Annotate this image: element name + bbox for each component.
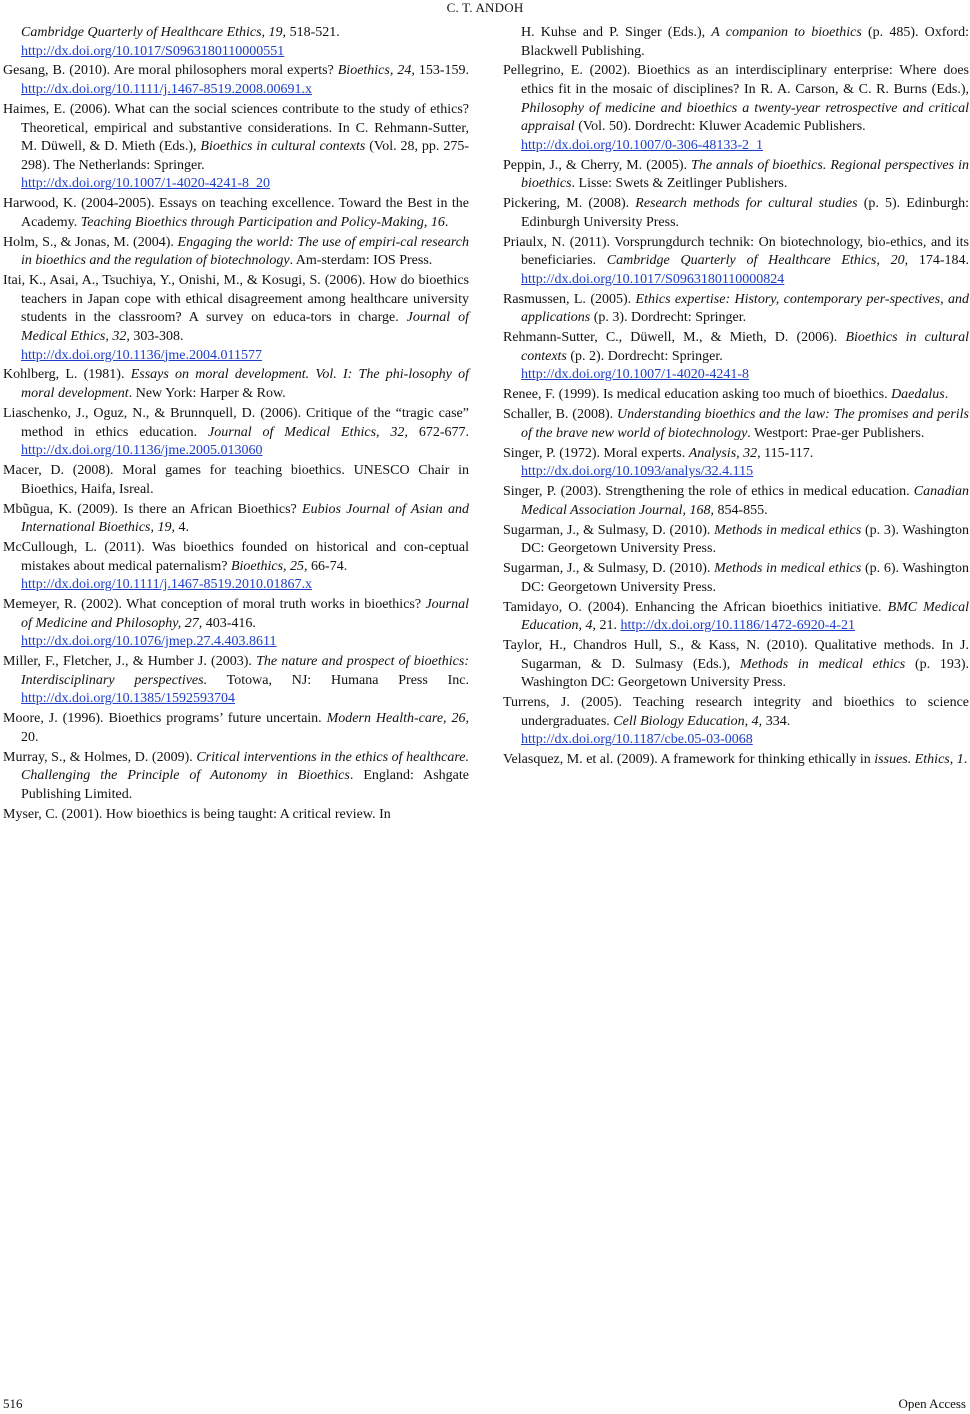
reference-entry xyxy=(3,806,469,825)
reference-italic-text: Essays on moral development. Vol. I: The phi-losophy of moral development xyxy=(21,367,470,402)
reference-text: Liaschenko, J., Oguz, N., & Brunnquell, D. (2006). Critique of the “tragic case” method in ethics education. xyxy=(3,405,469,440)
reference-italic-text: Daedalus xyxy=(891,387,945,403)
doi-link[interactable]: http://dx.doi.org/10.1111/j.1467-8519.2008.00691.x xyxy=(21,82,313,98)
reference-entry xyxy=(3,539,469,595)
reference-text: (p. 193). Washington DC: Georgetown University Press. xyxy=(521,656,969,691)
reference-text: Singer, P. (1972). Moral experts. xyxy=(503,445,689,461)
reference-entry xyxy=(503,599,969,636)
reference-entry xyxy=(503,195,969,232)
reference-text: (Vol. 28, pp. 275-298). The Netherlands: Springer. xyxy=(21,139,469,173)
reference-italic-text: Teaching Bioethics through Participation and Policy-Making, 16 xyxy=(80,214,445,230)
reference-text: Itai, K., Asai, A., Tsuchiya, Y., Onishi, M., & Kosugi, S. (2006). How do bioethics teachers in Japan cope with ethical disagreement among healthcare university students in the classroom? A survey on educa-tors in charge. xyxy=(3,273,469,326)
reference-text: Rehmann-Sutter, C., Düwell, M., & Mieth, D. (2006). xyxy=(503,330,846,346)
reference-entry xyxy=(503,329,969,385)
reference-text: 4. xyxy=(174,520,189,536)
reference-entry xyxy=(503,637,969,693)
reference-italic-text: issues. Ethics, 1 xyxy=(874,752,964,768)
doi-link[interactable]: http://dx.doi.org/10.1187/cbe.05-03-0068 xyxy=(521,732,753,748)
reference-italic-text: Analysis, 32, xyxy=(688,445,761,461)
reference-italic-text: Research methods for cultural studies xyxy=(635,196,858,212)
running-title: C. T. ANDOH xyxy=(446,0,524,15)
reference-entry xyxy=(3,462,469,499)
reference-italic-text: Critical interventions in the ethics of healthcare. Challenging the Principle of Autonomy in Bioethics xyxy=(21,749,469,784)
reference-text: . xyxy=(944,387,949,403)
reference-italic-text: A companion to bioethics xyxy=(711,25,862,40)
reference-entry xyxy=(3,501,469,538)
reference-italic-text: Engaging the world: The use of empiri-cal research in bioethics and the regulation of biotechnology xyxy=(21,234,469,269)
reference-italic-text: Journal of Medicine and Philosophy, 27, xyxy=(21,597,469,631)
reference-text: Kohlberg, L. (1981). xyxy=(3,367,131,383)
reference-text: Macer, D. (2008). Moral games for teaching bioethics. UNESCO Chair in Bioethics, Haifa, Isreal. xyxy=(3,463,469,497)
reference-text: Myser, C. (2001). How bioethics is being taught: A critical review. In xyxy=(3,806,391,822)
reference-entry xyxy=(503,62,969,155)
reference-text: Sugarman, J., & Sulmasy, D. (2010). xyxy=(503,561,715,577)
reference-text: Turrens, J. (2005). Teaching research integrity and bioethics to science undergraduates. xyxy=(503,695,969,729)
reference-text: 66-74. xyxy=(307,558,348,574)
reference-text: (p. 3). Dordrecht: Springer. xyxy=(590,310,747,326)
reference-italic-text: Eubios Journal of Asian and International Bioethics, 19, xyxy=(21,501,469,536)
reference-entry xyxy=(3,710,469,747)
reference-text: Tamidayo, O. (2004). Enhancing the African bioethics initiative. xyxy=(503,599,888,615)
reference-italic-text: Canadian Medical Association Journal, 168, xyxy=(521,484,969,518)
reference-text: (p. 3). Washington DC: Georgetown University Press. xyxy=(521,522,970,557)
reference-text: Taylor, H., Chandros Hull, S., & Kass, N. (2010). Qualitative methods. In J. Sugarman, & D. Sulmasy (Eds.), xyxy=(503,638,969,672)
doi-link[interactable]: http://dx.doi.org/10.1017/S0963180110000824 xyxy=(521,271,785,287)
reference-italic-text: Bioethics in cultural contexts xyxy=(521,330,969,364)
reference-text: Singer, P. (2003). Strengthening the role of ethics in medical education. xyxy=(503,484,914,500)
reference-entry xyxy=(503,234,969,290)
reference-italic-text: Cell Biology Education, 4, xyxy=(613,713,763,729)
reference-italic-text: BMC Medical Education, 4, xyxy=(521,599,969,634)
reference-text: . England: Ashgate Publishing Limited. xyxy=(21,768,469,802)
reference-text: Rasmussen, L. (2005). xyxy=(503,291,636,307)
running-header xyxy=(0,0,970,16)
reference-text: (Vol. 50). Dordrecht: Kluwer Academic Publishers. xyxy=(574,119,866,135)
reference-entry xyxy=(3,366,469,403)
reference-text: 115-117. xyxy=(760,445,814,461)
reference-entry xyxy=(503,386,969,405)
doi-link[interactable]: http://dx.doi.org/10.1093/analys/32.4.115 xyxy=(521,464,754,480)
reference-entry xyxy=(503,560,969,597)
reference-text: Velasquez, M. et al. (2009). A framework for thinking ethically in xyxy=(503,752,875,768)
reference-text: Moore, J. (1996). Bioethics programs’ future uncertain. xyxy=(3,711,327,727)
reference-text: (p. 2). Dordrecht: Springer. xyxy=(566,348,723,364)
reference-text: . Am-sterdam: IOS Press. xyxy=(289,253,433,269)
reference-entry xyxy=(3,195,469,232)
reference-entry xyxy=(503,406,969,443)
reference-italic-text: Methods in medical ethics xyxy=(714,561,862,577)
reference-text: . xyxy=(444,214,449,230)
reference-entry xyxy=(503,445,969,482)
page-number: 516 xyxy=(3,1396,23,1411)
reference-italic-text: Journal of Medical Ethics, 32, xyxy=(208,424,408,440)
references-right-column xyxy=(503,24,969,771)
doi-link[interactable]: http://dx.doi.org/10.1186/1472-6920-4-21 xyxy=(620,618,856,634)
reference-entry xyxy=(3,405,469,461)
reference-text: 303-308. xyxy=(129,328,184,344)
reference-text: Priaulx, N. (2011). Vorsprungdurch technik: On biotechnology, bio-ethics, and its beneficiaries. xyxy=(503,234,969,269)
reference-italic-text: Philosophy of medicine and bioethics a twenty-year retrospective and critical appraisal xyxy=(521,100,969,135)
reference-entry xyxy=(3,272,469,365)
reference-entry xyxy=(503,157,969,194)
reference-italic-text: The nature and prospect of bioethics: Interdisciplinary perspectives. xyxy=(21,654,469,688)
doi-link[interactable]: http://dx.doi.org/10.1017/S0963180110000551 xyxy=(21,43,285,59)
reference-text: Gesang, B. (2010). Are moral philosophers moral experts? xyxy=(3,63,338,79)
reference-text: . New York: Harper & Row. xyxy=(128,386,286,402)
reference-entry xyxy=(3,596,469,652)
doi-link[interactable]: http://dx.doi.org/10.1385/1592593704 xyxy=(21,691,236,707)
doi-link[interactable]: http://dx.doi.org/10.1007/0-306-48133-2_1 xyxy=(521,137,764,153)
reference-entry xyxy=(503,751,969,770)
reference-text: 174-184. xyxy=(908,253,969,269)
reference-italic-text: Understanding bioethics and the law: The promises and perils of the brave new world of biotechnology xyxy=(521,407,969,441)
reference-entry xyxy=(3,749,469,805)
reference-italic-text: Cambridge Quarterly of Healthcare Ethics, 19, xyxy=(21,25,287,40)
reference-text: Miller, F., Fletcher, J., & Humber J. (2003). xyxy=(3,654,257,670)
footer-access-label: Open Access xyxy=(898,1396,966,1411)
doi-link[interactable]: http://dx.doi.org/10.1007/1-4020-4241-8 xyxy=(521,367,750,383)
reference-text: Memeyer, R. (2002). What conception of moral truth works in bioethics? xyxy=(3,597,426,613)
reference-continuation xyxy=(3,24,469,61)
reference-text: 20. xyxy=(21,729,39,745)
reference-italic-text: Bioethics, 24, xyxy=(337,63,415,79)
reference-text: 518-521. xyxy=(286,25,340,40)
doi-link[interactable]: http://dx.doi.org/10.1136/jme.2005.013060 xyxy=(21,443,263,459)
reference-text: Pickering, M. (2008). xyxy=(503,196,636,212)
doi-link[interactable]: http://dx.doi.org/10.1136/jme.2004.011577 xyxy=(21,347,262,363)
reference-italic-text: Journal of Medical Ethics, 32, xyxy=(21,310,469,344)
reference-text: Peppin, J., & Cherry, M. (2005). xyxy=(503,157,692,173)
reference-text: Harwood, K. (2004-2005). Essays on teaching excellence. Toward the Best in the Academy. xyxy=(3,196,469,230)
reference-italic-text: Ethics expertise: History, contemporary per-spectives, and applications xyxy=(521,291,969,326)
references-left-column xyxy=(3,24,469,826)
reference-italic-text: The annals of bioethics. Regional perspectives in bioethics xyxy=(521,157,969,192)
reference-entry xyxy=(503,291,969,328)
reference-italic-text: Modern Health-care, 26, xyxy=(326,711,469,727)
reference-continuation xyxy=(503,24,969,61)
reference-text: . Westport: Prae-ger Publishers. xyxy=(747,425,925,441)
reference-text: Pellegrino, E. (2002). Bioethics as an interdisciplinary enterprise: Where does ethics fit in the mosaic of disciplines? In R. A. Carson, & C. R. Burns (Eds.), xyxy=(503,63,969,98)
reference-text: Mbũgua, K. (2009). Is there an African Bioethics? xyxy=(3,501,303,517)
reference-text: Murray, S., & Holmes, D. (2009). xyxy=(3,749,197,765)
reference-entry xyxy=(503,483,969,520)
reference-entry xyxy=(503,694,969,750)
reference-text: Totowa, NJ: Humana Press Inc. xyxy=(207,672,469,688)
doi-link[interactable]: http://dx.doi.org/10.1007/1-4020-4241-8_20 xyxy=(21,176,271,192)
reference-entry xyxy=(3,653,469,709)
reference-entry xyxy=(3,62,469,99)
reference-text: Sugarman, J., & Sulmasy, D. (2010). xyxy=(503,522,715,538)
reference-italic-text: Methods in medical ethics xyxy=(739,656,906,672)
reference-text: 403-416. xyxy=(202,615,256,631)
reference-text: (p. 5). Edinburgh: Edinburgh University Press. xyxy=(521,196,969,230)
reference-text: H. Kuhse and P. Singer (Eds.), xyxy=(521,25,712,40)
reference-text: . xyxy=(963,752,968,768)
reference-text: (p. 6). Washington DC: Georgetown University Press. xyxy=(521,561,970,595)
reference-italic-text: Bioethics in cultural contexts xyxy=(200,139,366,155)
doi-link[interactable]: http://dx.doi.org/10.1076/jmep.27.4.403.8611 xyxy=(21,634,277,650)
reference-text: 21. xyxy=(596,618,621,634)
reference-text: 334. xyxy=(762,713,791,729)
reference-entry xyxy=(3,234,469,271)
reference-text: McCullough, L. (2011). Was bioethics founded on historical and con-ceptual mistakes about medical paternalism? xyxy=(3,540,469,574)
reference-italic-text: Methods in medical ethics xyxy=(714,522,862,538)
reference-text: (p. 485). Oxford: Blackwell Publishing. xyxy=(521,25,969,59)
reference-text: Haimes, E. (2006). What can the social sciences contribute to the study of ethics? Theoretical, empirical and substantive considerations. In C. Rehmann-Sutter, M. Düwell, & D. Mieth (Eds.), xyxy=(3,101,469,155)
reference-text: 854-855. xyxy=(714,502,768,518)
reference-italic-text: Bioethics, 25, xyxy=(230,558,308,574)
reference-text: Renee, F. (1999). Is medical education asking too much of bioethics. xyxy=(503,387,892,403)
reference-italic-text: Cambridge Quarterly of Healthcare Ethics, 20, xyxy=(606,253,909,269)
reference-text: Holm, S., & Jonas, M. (2004). xyxy=(3,234,178,250)
doi-link[interactable]: http://dx.doi.org/10.1111/j.1467-8519.2010.01867.x xyxy=(21,577,313,593)
reference-entry xyxy=(503,522,969,559)
reference-text: 153-159. xyxy=(414,63,469,79)
reference-text: Schaller, B. (2008). xyxy=(503,407,617,423)
reference-entry xyxy=(3,101,469,194)
reference-text: 672-677. xyxy=(407,424,469,440)
reference-text: . Lisse: Swets & Zeitlinger Publishers. xyxy=(571,176,788,192)
